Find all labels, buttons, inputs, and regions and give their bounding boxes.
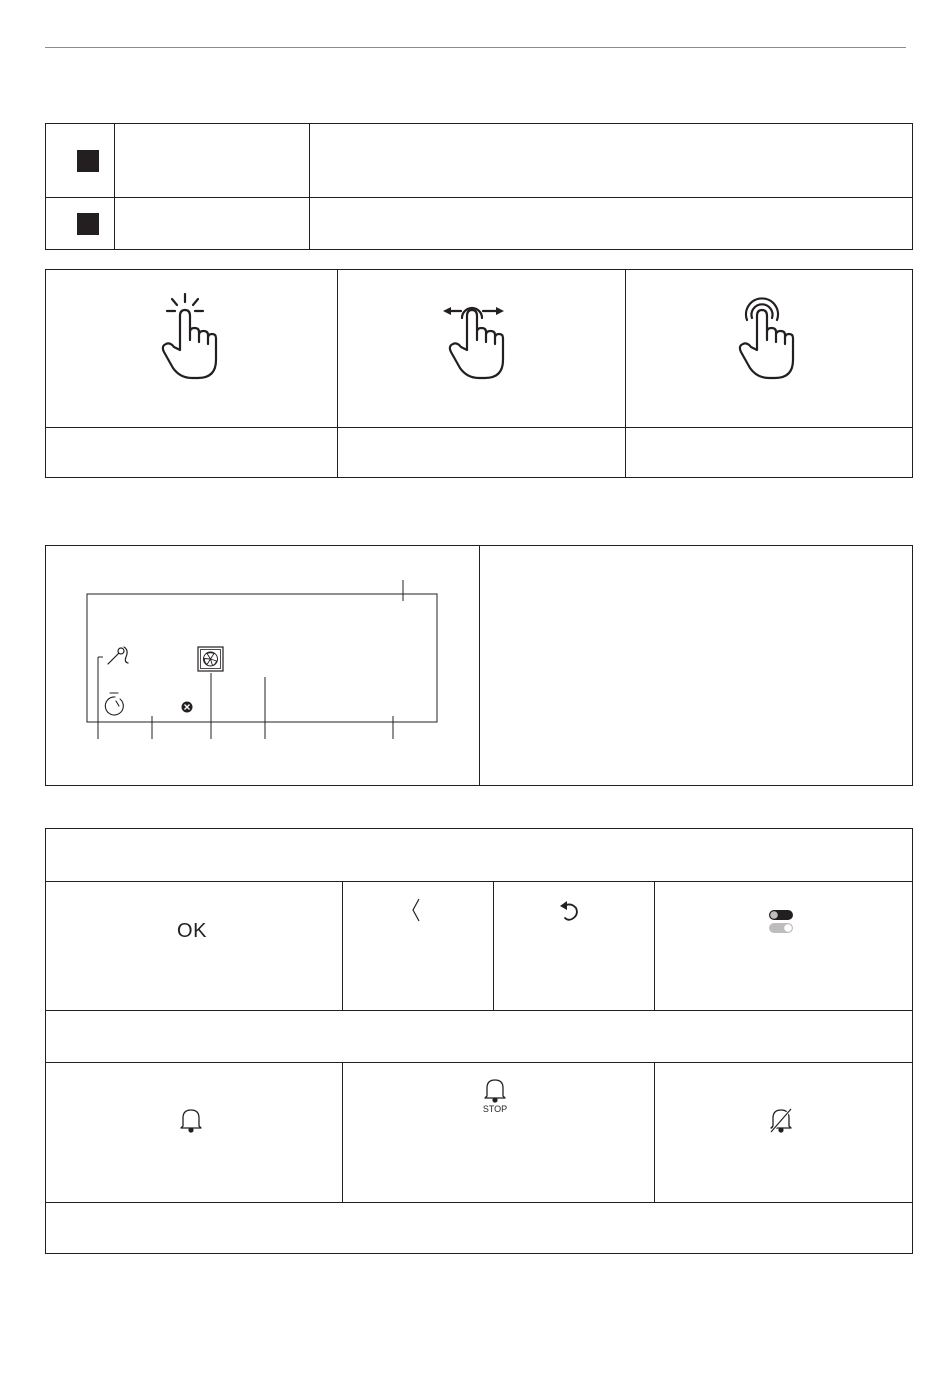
black-square-icon [77, 213, 99, 235]
display-diagram [46, 546, 479, 786]
tap-gesture-icon [159, 292, 223, 384]
cancel-icon [182, 702, 193, 713]
fan-heating-function-icon [198, 647, 223, 671]
bell-stop-icon [482, 1077, 508, 1103]
bell-icon [178, 1107, 204, 1133]
swipe-gesture-icon [441, 298, 507, 384]
core-temperature-sensor-icon [108, 647, 128, 664]
ok-icon: OK [177, 920, 207, 942]
gestures-table [45, 269, 913, 478]
display-table [45, 545, 913, 786]
timer-icon [105, 693, 123, 715]
press-hold-gesture-icon [736, 292, 800, 384]
undo-arrow-icon [558, 899, 582, 923]
keys-table [45, 828, 913, 1254]
toggle-switch-icon [768, 909, 794, 935]
legend-table [45, 123, 913, 250]
bell-muted-icon [768, 1107, 794, 1133]
bell-stop-label: STOP [482, 1104, 508, 1114]
back-chevron-icon [411, 898, 421, 922]
black-square-icon [77, 150, 99, 172]
header-rule [45, 47, 906, 48]
